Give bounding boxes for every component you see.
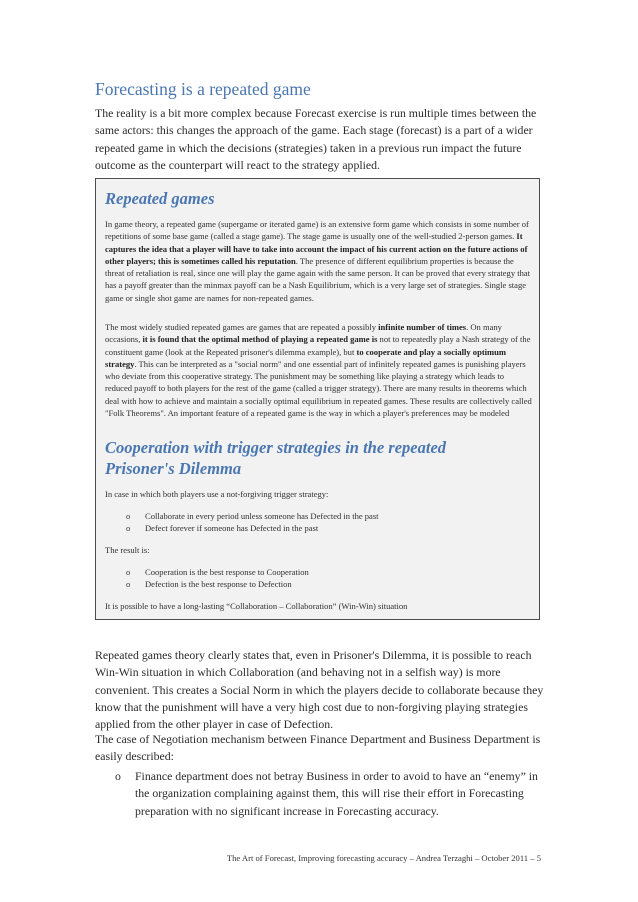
bold-run: It captures the idea that a player will have to take into account the impact of his current action on the future actions of other players; this is sometimes called his reputation	[105, 231, 528, 266]
bullet-glyph: o	[126, 511, 131, 521]
text-run: . The presence of different equilibrium properties is because the threat of retaliation is real, since one will play the game again with the same person. It can be proved that every strategy that has a payoff greater than the minmax payoff can be a Nash Equilibrium, which is a very large set of strategies. Single stage game or single shot game are names for non-repeated games.	[105, 255, 531, 303]
list-item	[126, 578, 526, 590]
page-footer: The Art of Forecast, Improving forecasting accuracy – Andrea Terzaghi – October 2011 – 5	[226, 853, 541, 863]
result-label: The result is:	[105, 545, 150, 555]
list-item-text: Defect forever if someone has Defected in the past	[145, 523, 319, 533]
bold-run: it is found that the optimal method of playing a repeated game is	[142, 334, 378, 345]
closing-statement: It is possible to have a long-lasting “Collaboration – Collaboration” (Win-Win) situation	[105, 601, 408, 611]
text-run: In game theory, a repeated game (supergame or iterated game) is an extensive form game which consists in some number of repetitions of some base game (called a stage game). The stage game is usually one of the well-studied 2-person games.	[105, 219, 529, 242]
bullet-glyph: o	[126, 579, 131, 589]
list-item-text: Cooperation is the best response to Cooperation	[145, 567, 309, 577]
repeated-games-box	[95, 178, 540, 620]
bold-run: to cooperate and play a socially optimum strategy	[105, 346, 507, 369]
list-item-text: Finance department does not betray Business in order to avoid to have an “enemy” in the organization complaining against them, this will rise their effort in Forecasting preparation with no significant increase in Forecasting accuracy.	[135, 769, 538, 818]
text-run: . This can be interpreted as a "social norm" and one essential part of infinitely repeated games is punishing players who deviate from this cooperative strategy. The punishment may be something like playing a strategy which leads to reduced payoff to both players for the rest of the game (called a trigger strategy). There are many results in theorems which deal with how to achieve and maintain a socially optimal equilibrium in repeated games. These results are collectively called "Folk Theorems". An important feature of a repeated game is the way in which a player's preferences may be modeled	[105, 358, 532, 419]
list-item	[126, 566, 526, 578]
section-title: Forecasting is a repeated game	[95, 79, 311, 99]
bullet-glyph: o	[126, 523, 131, 533]
bullet-glyph: o	[115, 769, 121, 783]
box-title-repeated-games: Repeated games	[105, 189, 215, 208]
text-run: not to repeatedly play a Nash strategy of the constituent game (look at the Repeated prisoner's dilemma example), but	[105, 334, 531, 357]
bullet-glyph: o	[126, 567, 131, 577]
box-title-cooperation: Cooperation with trigger strategies in the repeated Prisoner's Dilemma	[105, 438, 447, 478]
list-item-text: Collaborate in every period unless someone has Defected in the past	[145, 511, 379, 521]
list-item	[126, 522, 526, 534]
box-paragraph-1	[105, 218, 533, 304]
text-run: The most widely studied repeated games are games that are repeated a possibly	[105, 322, 379, 332]
body-paragraph-2: The case of Negotiation mechanism between Finance Department and Business Department is easily described:	[95, 732, 541, 764]
text-run: . On many occasions,	[105, 322, 502, 345]
list-item-text: Defection is the best response to Defection	[145, 579, 292, 589]
list-item	[126, 510, 526, 522]
list-item	[115, 768, 540, 820]
bold-run: infinite number of times	[378, 322, 467, 332]
intro-paragraph: The reality is a bit more complex because Forecast exercise is run multiple times between the same actors: this changes the approach of the game. Each stage (forecast) is a part of a wider repeated game in which the decisions (strategies) taken in a previous run impact the future outcome as the counterpart will react to the strategy applied.	[95, 106, 537, 172]
body-paragraph-1: Repeated games theory clearly states that, even in Prisoner's Dilemma, it is possible to reach Win-Win situation in which Collaboration (and behaving not in a selfish way) is more convenient. This creates a Social Norm in which the players decide to collaborate because they know that the punishment will have a very high cost due to non-forgiving playing strategies applied from the other player in case of Defection.	[95, 648, 544, 732]
case-label: In case in which both players use a not-forgiving trigger strategy:	[105, 489, 329, 499]
box-paragraph-2	[105, 321, 533, 419]
